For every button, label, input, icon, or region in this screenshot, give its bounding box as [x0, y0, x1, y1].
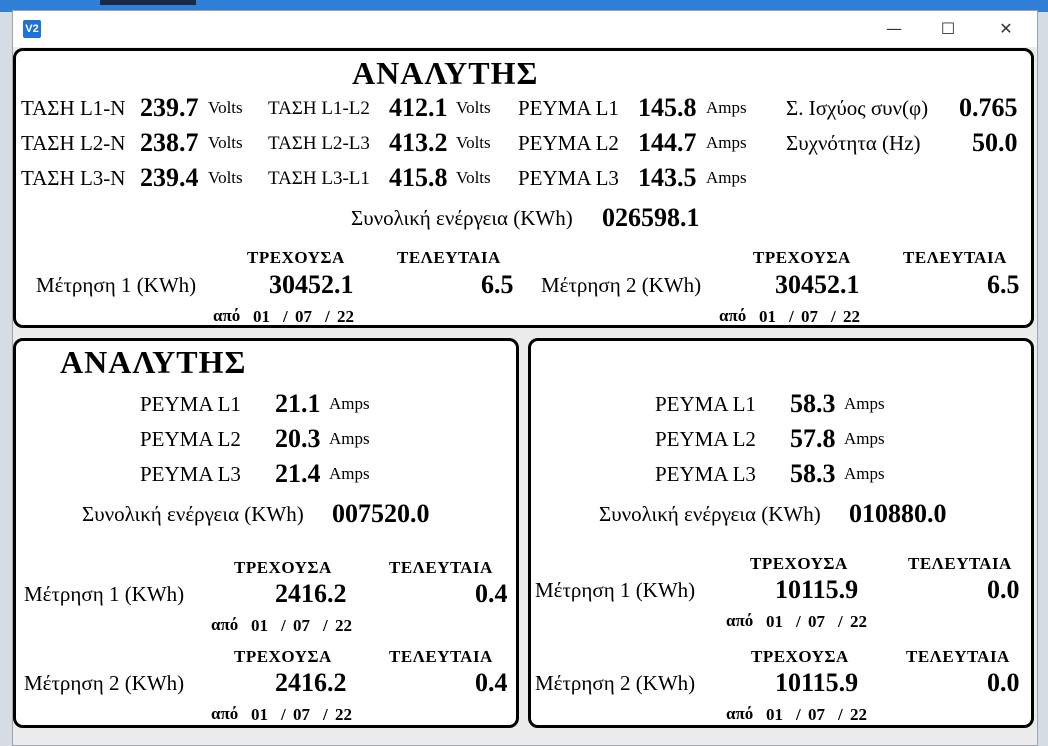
- last-header: ΤΕΛΕΥΤΑΙΑ: [397, 248, 501, 267]
- date-separator: /: [325, 307, 330, 326]
- unit-amps: Amps: [329, 429, 370, 448]
- date-separator: /: [796, 705, 801, 724]
- voltage-l3l1-value: 415.8: [389, 163, 448, 192]
- current-header: ΤΡΕΧΟΥΣΑ: [753, 248, 851, 267]
- meter1-date-year: 22: [337, 307, 354, 326]
- unit-amps: Amps: [844, 394, 885, 413]
- current-l2-label: ΡΕΥΜΑ L2: [140, 427, 241, 451]
- minimize-button[interactable]: —: [886, 19, 902, 38]
- last-header: ΤΕΛΕΥΤΑΙΑ: [903, 248, 1007, 267]
- unit-amps: Amps: [844, 464, 885, 483]
- unit-amps: Amps: [706, 133, 747, 152]
- meter1-last-value: 6.5: [481, 270, 514, 299]
- unit-volts: Volts: [208, 133, 243, 152]
- meter2-label: Μέτρηση 2 (KWh): [535, 671, 696, 695]
- current-header: ΤΡΕΧΟΥΣΑ: [750, 554, 848, 573]
- meter2-current-value: 2416.2: [275, 668, 347, 697]
- date-separator: /: [283, 307, 288, 326]
- total-energy-value: 007520.0: [332, 499, 430, 528]
- current-l2-value: 57.8: [790, 424, 836, 453]
- current-l2-value: 144.7: [638, 128, 697, 157]
- unit-amps: Amps: [329, 464, 370, 483]
- current-header: ΤΡΕΧΟΥΣΑ: [751, 647, 849, 666]
- current-header: ΤΡΕΧΟΥΣΑ: [247, 248, 345, 267]
- meter2-date-day: 01: [759, 307, 776, 326]
- current-header: ΤΡΕΧΟΥΣΑ: [234, 647, 332, 666]
- top-analyzer-panel: [13, 48, 1034, 328]
- voltage-l2l3-label: ΤΑΣΗ L2-L3: [268, 133, 370, 154]
- meter2-from-label: από: [211, 704, 239, 723]
- meter1-label: Μέτρηση 1 (KWh): [535, 578, 696, 602]
- meter2-from-label: από: [719, 306, 747, 325]
- meter1-current-value: 10115.9: [775, 575, 859, 604]
- panel-title: ΑΝΑΛΥΤΗΣ: [352, 55, 539, 91]
- unit-volts: Volts: [456, 133, 491, 152]
- total-energy-value: 010880.0: [849, 499, 947, 528]
- power-factor-label: Σ. Ισχύος συν(φ): [786, 96, 929, 120]
- meter2-date-year: 22: [843, 307, 860, 326]
- title-bar: [13, 11, 1037, 47]
- current-l3-value: 143.5: [638, 163, 697, 192]
- current-l1-value: 58.3: [790, 389, 836, 418]
- voltage-l3l1-label: ΤΑΣΗ L3-L1: [268, 168, 370, 189]
- meter2-last-value: 6.5: [987, 270, 1020, 299]
- date-separator: /: [831, 307, 836, 326]
- date-separator: /: [838, 612, 843, 631]
- voltage-l2n-value: 238.7: [140, 128, 199, 157]
- voltage-l1l2-label: ΤΑΣΗ L1-L2: [268, 98, 370, 119]
- current-l3-label: ΡΕΥΜΑ L3: [655, 462, 756, 486]
- current-l3-label: ΡΕΥΜΑ L3: [140, 462, 241, 486]
- close-button[interactable]: ✕: [999, 19, 1013, 38]
- meter2-date-day: 01: [766, 705, 783, 724]
- date-separator: /: [281, 705, 286, 724]
- meter1-label: Μέτρηση 1 (KWh): [24, 582, 185, 606]
- current-l1-label: ΡΕΥΜΑ L1: [655, 392, 756, 416]
- date-separator: /: [323, 616, 328, 635]
- meter2-label: Μέτρηση 2 (KWh): [24, 671, 185, 695]
- voltage-l1n-value: 239.7: [140, 93, 199, 122]
- date-separator: /: [838, 705, 843, 724]
- current-l3-label: ΡΕΥΜΑ L3: [518, 166, 619, 190]
- panel-title: ΑΝΑΛΥΤΗΣ: [60, 344, 247, 380]
- total-energy-label: Συνολική ενέργεια (KWh): [351, 206, 573, 230]
- right-analyzer-panel: [528, 338, 1034, 728]
- unit-amps: Amps: [329, 394, 370, 413]
- total-energy-label: Συνολική ενέργεια (KWh): [599, 502, 821, 526]
- meter2-date-day: 01: [251, 705, 268, 724]
- meter1-date-month: 07: [808, 612, 825, 631]
- current-l3-value: 58.3: [790, 459, 836, 488]
- date-separator: /: [323, 705, 328, 724]
- voltage-l3n-value: 239.4: [140, 163, 199, 192]
- last-header: ΤΕΛΕΥΤΑΙΑ: [389, 647, 493, 666]
- meter1-from-label: από: [726, 611, 754, 630]
- meter2-last-value: 0.4: [475, 668, 508, 697]
- meter2-last-value: 0.0: [987, 668, 1020, 697]
- meter2-current-value: 10115.9: [775, 668, 859, 697]
- date-separator: /: [796, 612, 801, 631]
- unit-amps: Amps: [844, 429, 885, 448]
- total-energy-value: 026598.1: [602, 203, 700, 232]
- meter2-current-value: 30452.1: [775, 270, 860, 299]
- voltage-l1n-label: ΤΑΣΗ L1-N: [21, 96, 126, 120]
- taskbar-item: [100, 0, 196, 5]
- app-icon: V2: [23, 20, 41, 38]
- meter1-date-month: 07: [295, 307, 312, 326]
- current-l3-value: 21.4: [275, 459, 321, 488]
- unit-volts: Volts: [456, 98, 491, 117]
- current-l2-label: ΡΕΥΜΑ L2: [518, 131, 619, 155]
- maximize-button[interactable]: ☐: [940, 19, 956, 38]
- current-l1-value: 145.8: [638, 93, 697, 122]
- frequency-label: Συχνότητα (Hz): [786, 131, 921, 155]
- last-header: ΤΕΛΕΥΤΑΙΑ: [389, 558, 493, 577]
- current-l1-label: ΡΕΥΜΑ L1: [140, 392, 241, 416]
- meter1-date-year: 22: [335, 616, 352, 635]
- current-l2-value: 20.3: [275, 424, 321, 453]
- left-analyzer-panel: [13, 338, 519, 728]
- meter1-from-label: από: [211, 615, 239, 634]
- meter1-from-label: από: [213, 306, 241, 325]
- meter1-date-day: 01: [766, 612, 783, 631]
- voltage-l3n-label: ΤΑΣΗ L3-N: [21, 166, 126, 190]
- unit-volts: Volts: [456, 168, 491, 187]
- date-separator: /: [281, 616, 286, 635]
- meter2-date-year: 22: [335, 705, 352, 724]
- meter1-date-month: 07: [293, 616, 310, 635]
- unit-amps: Amps: [706, 168, 747, 187]
- meter1-date-year: 22: [850, 612, 867, 631]
- frequency-value: 50.0: [972, 128, 1018, 157]
- meter1-last-value: 0.0: [987, 575, 1020, 604]
- meter1-current-value: 30452.1: [269, 270, 354, 299]
- meter1-current-value: 2416.2: [275, 579, 347, 608]
- current-l1-value: 21.1: [275, 389, 321, 418]
- unit-volts: Volts: [208, 98, 243, 117]
- current-header: ΤΡΕΧΟΥΣΑ: [234, 558, 332, 577]
- last-header: ΤΕΛΕΥΤΑΙΑ: [906, 647, 1010, 666]
- current-l1-label: ΡΕΥΜΑ L1: [518, 96, 619, 120]
- total-energy-label: Συνολική ενέργεια (KWh): [82, 502, 304, 526]
- meter1-label: Μέτρηση 1 (KWh): [36, 273, 197, 297]
- voltage-l2n-label: ΤΑΣΗ L2-N: [21, 131, 126, 155]
- meter2-label: Μέτρηση 2 (KWh): [541, 273, 702, 297]
- meter1-date-day: 01: [253, 307, 270, 326]
- meter2-date-month: 07: [801, 307, 818, 326]
- meter2-date-month: 07: [293, 705, 310, 724]
- power-factor-value: 0.765: [959, 93, 1018, 122]
- meter1-last-value: 0.4: [475, 579, 508, 608]
- voltage-l2l3-value: 413.2: [389, 128, 448, 157]
- meter1-date-day: 01: [251, 616, 268, 635]
- current-l2-label: ΡΕΥΜΑ L2: [655, 427, 756, 451]
- date-separator: /: [789, 307, 794, 326]
- meter2-date-month: 07: [808, 705, 825, 724]
- unit-amps: Amps: [706, 98, 747, 117]
- meter2-date-year: 22: [850, 705, 867, 724]
- voltage-l1l2-value: 412.1: [389, 93, 448, 122]
- unit-volts: Volts: [208, 168, 243, 187]
- meter2-from-label: από: [726, 704, 754, 723]
- last-header: ΤΕΛΕΥΤΑΙΑ: [908, 554, 1012, 573]
